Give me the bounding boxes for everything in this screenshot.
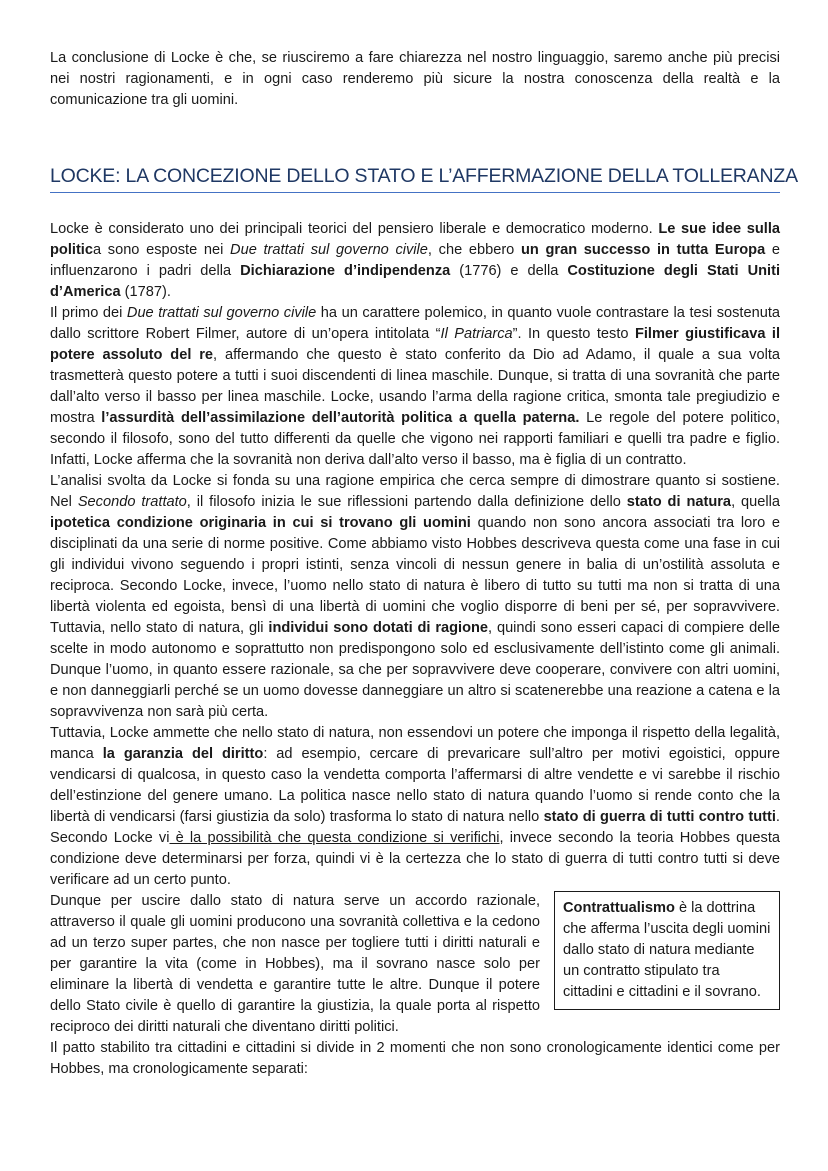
definition-box: Contrattualismo è la dottrina che afferma l’uscita degli uomini dallo stato di natura mediante un contratto stipulato tra cittadini e cittadini e il sovrano.	[554, 891, 780, 1010]
contract-section	[50, 891, 780, 1038]
paragraph-2: Il primo dei Due trattati sul governo civile ha un carattere polemico, in quanto vuole contrastare la tesi sostenuta dallo scrittore Robert Filmer, autore di un’opera intitolata “Il Patriarca”. In questo testo Filmer giustificava il potere assoluto del re, affermando che questo è stato conferito da Dio ad Adamo, il quale a sua volta trasmetterà questo potere a tutti i suoi discendenti di linea maschile. Dunque, si tratta di una sovranità che parte dall’alto verso il basso per linea maschile. Locke, usando l’arma della ragione critica, smonta tale pregiudizio e mostra l’assurdità dell’assimilazione dell’autorità politica a quella paterna. Le regole del potere politico, secondo il filosofo, sono del tutto differenti da quelle che vigono nei rapporti familiari e quelli tra padre e figlio. Infatti, Locke afferma che la sovranità non deriva dall’alto verso il basso, ma è figlia di un contratto.	[50, 305, 781, 468]
document-page	[50, 48, 798, 1080]
paragraph-3: L’analisi svolta da Locke si fonda su una ragione empirica che cerca sempre di dimostrare quanto si sostiene. Nel Secondo trattato, il filosofo inizia le sue riflessioni partendo dalla definizione dello stato di natura, quella ipotetica condizione originaria in cui si trovano gli uomini quando non sono ancora associati tra loro e disciplinati da una serie di norme positive. Come abbiamo visto Hobbes descriveva questa come una fase in cui gli individui vivono seguendo i propri istinti, senza vincoli di nessun genere in balia di un’ostilità assoluta e reciproca. Secondo Locke, invece, l’uomo nello stato di natura è libero di tutto su tutti ma non si tratta di una libertà violenta ed egoista, bensì di una libertà di uomini che voglio disporre di beni per sé, per sopravvivere. Tuttavia, nello stato di natura, gli individui sono dotati di ragione, quindi sono esseri capaci di compiere delle scelte in modo autonomo e soprattutto non predispongono solo ed esclusivamente dell’istinto come gli animali. Dunque l’uomo, in quanto essere razionale, sa che per sopravvivere deve cooperare, convivere con altri uomini, e non danneggiarli perché se un uomo dovesse danneggiare un altro si scatenerebbe una reazione a catena e la sopravvivenza non sarà più certa.	[50, 473, 781, 720]
section-heading: LOCKE: LA CONCEZIONE DELLO STATO E L’AFFERMAZIONE DELLA TOLLERANZA	[50, 165, 780, 193]
paragraph-5: Dunque per uscire dallo stato di natura serve un accordo razionale, attraverso il quale gli uomini producono una sovranità collettiva e la cedono ad un terzo super partes, che non nasce per togliere tutti i diritti naturali e per garantire la vita (come in Hobbes), ma il sovrano nasce solo per eliminare la libertà di vendetta e garantire tutte le altre. Dunque il potere dello Stato civile è quello di garantire la giustizia, la quale porta al rispetto reciproco dei diritti naturali che diventano diritti politici.	[50, 893, 540, 1035]
paragraph-6: Il patto stabilito tra cittadini e cittadini si divide in 2 momenti che non sono cronologicamente identici come per Hobbes, ma cronologicamente separati:	[50, 1040, 780, 1077]
paragraph-1: Locke è considerato uno dei principali teorici del pensiero liberale e democratico moderno. Le sue idee sulla politica sono esposte nei Due trattati sul governo civile, che ebbero un gran successo in tutta Europa e influenzarono i padri della Dichiarazione d’indipendenza (1776) e della Costituzione degli Stati Uniti d’America (1787).	[50, 221, 781, 300]
intro-paragraph: La conclusione di Locke è che, se riusciremo a fare chiarezza nel nostro linguaggio, saremo anche più precisi nei nostri ragionamenti, e in ogni caso renderemo più sicure la nostra conoscenza della realtà e la comunicazione tra gli uomini.	[50, 50, 780, 108]
paragraph-4: Tuttavia, Locke ammette che nello stato di natura, non essendovi un potere che imponga il rispetto della legalità, manca la garanzia del diritto: ad esempio, cercare di prevaricare sull’altro per motivi egoistici, oppure vendicarsi di qualcosa, in questo caso la vendetta comporta l’affermarsi di altre vendette e vi sarebbe il rischio dell’estinzione del genere umano. La politica nasce nello stato di natura quando l’uomo si rende conto che la libertà di vendicarsi (farsi giustizia da solo) trasforma lo stato di natura nello stato di guerra di tutti contro tutti. Secondo Locke vi è la possibilità che questa condizione si verifichi, invece secondo la teoria Hobbes questa condizione deve determinarsi per forza, quindi vi è la certezza che lo stato di guerra di tutti contro tutti si deve verificare ad un certo punto.	[50, 725, 781, 888]
